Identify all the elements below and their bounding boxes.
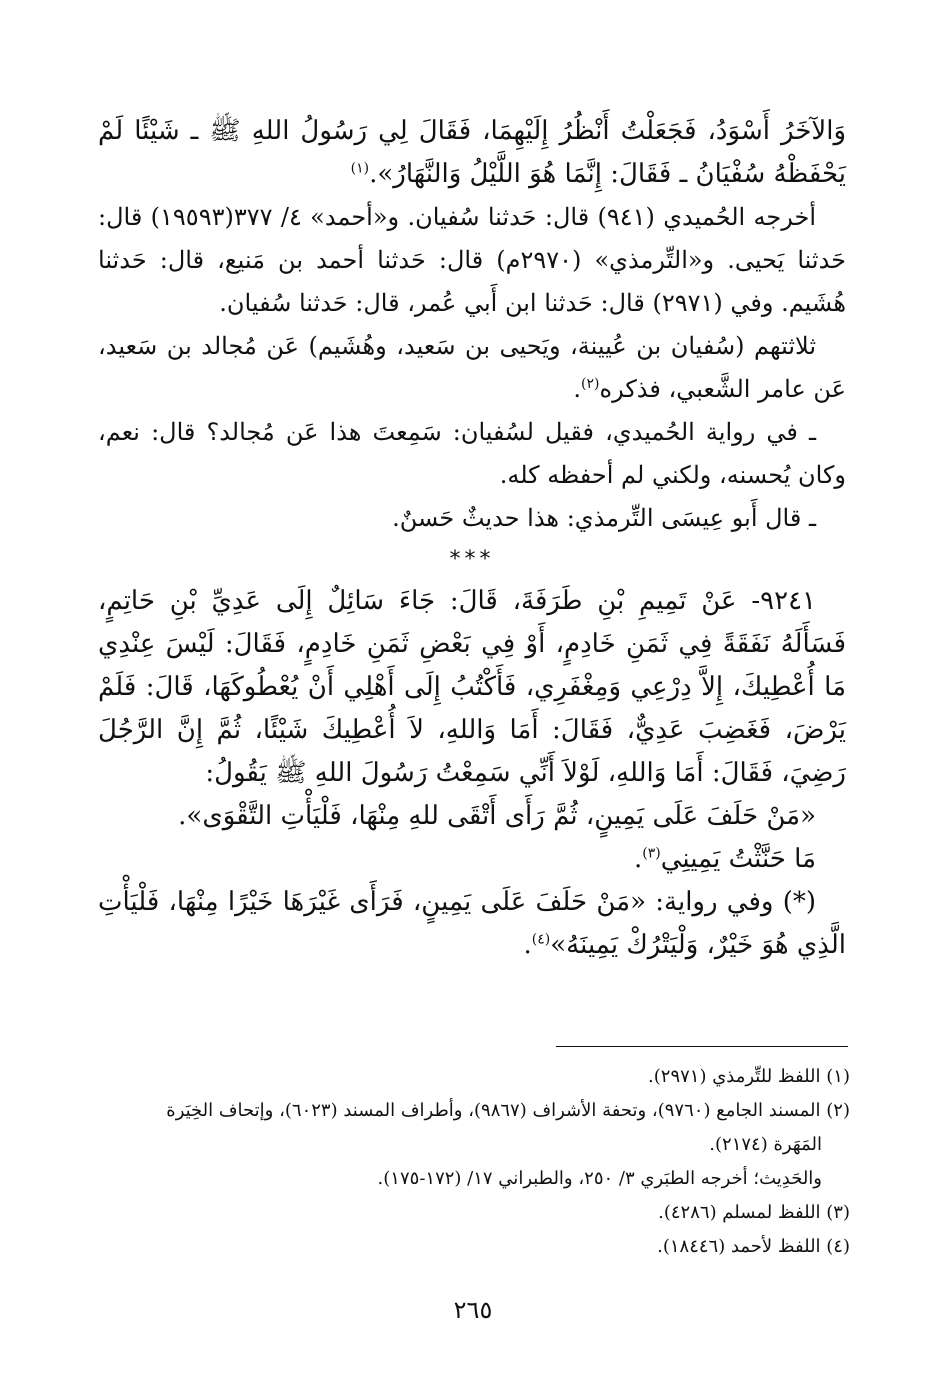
hadith-9241: ٩٢٤١- عَنْ تَمِيمِ بْنِ طَرَفَةَ، قَالَ: جَاءَ سَائِلٌ إِلَى عَدِيِّ بْنِ حَاتِمٍ، فَسَأَلَهُ نَفَقَةً فِي ثَمَنِ خَادِمٍ، أَوْ فِي بَعْضِ ثَمَنِ خَادِمٍ، فَقَالَ: لَيْسَ عِنْدِي مَا أُعْطِيكَ، إِلاَّ دِرْعِي وَمِغْفَرِي، فَأَكْتُبُ إِلَى أَهْلِي أَنْ يُعْطُوكَهَا، قَالَ: فَلَمْ يَرْضَ، فَغَضِبَ عَدِيٌّ، فَقَالَ: أَمَا وَاللهِ، لاَ أُعْطِيكَ شَيْئًا، ثُمَّ إِنَّ الرَّجُلَ رَضِيَ، فَقَالَ: أَمَا وَاللهِ، لَوْلاَ أَنِّي سَمِعْتُ رَسُولَ اللهِ ﷺ يَقُولُ: bbox=[98, 586, 846, 788]
footnote-ref-3: (٣) bbox=[642, 845, 661, 862]
footnote-ref-1: (١) bbox=[350, 160, 370, 177]
page-number: ٢٦٥ bbox=[453, 1296, 493, 1324]
paragraph-narrators: ثلاثتهم (سُفيان بن عُيينة، ويَحيى بن سَعيد، وهُشَيم) عَن مُجالد بن سَعيد، عَن عامر الشَّعبي، فذكره$^{(٢)}$. bbox=[98, 332, 846, 403]
footnote-1: (١) اللفظ للتِّرمذي (٢٩٧١). bbox=[648, 1066, 850, 1087]
hadith-quote: «مَنْ حَلَفَ عَلَى يَمِينٍ، ثُمَّ رَأَى أَتْقَى للهِ مِنْهَا، فَلْيَأْتِ التَّقْوَى». bbox=[178, 801, 816, 831]
footnote-3: (٣) اللفظ لمسلم (٤٢٨٦). bbox=[658, 1202, 850, 1223]
footnote-2-note: والحَدِيث؛ أخرجه الطبَري ٣/ ٢٥٠، والطبراني ١٧/ (١٧٢-١٧٥). bbox=[377, 1168, 822, 1189]
hadith-variant: (*) وفي رواية: «مَنْ حَلَفَ عَلَى يَمِينٍ، فَرَأَى غَيْرَهَا خَيْرًا مِنْهَا، فَلْيَأْتِ الَّذِي هُوَ خَيْرٌ، وَلْيَتْرُكْ يَمِينَهُ»$^{(٤)}$. bbox=[98, 887, 846, 960]
footnotes bbox=[98, 1060, 850, 1264]
paragraph-continuation: وَالآخَرُ أَسْوَدُ، فَجَعَلْتُ أَنْظُرُ إِلَيْهِمَا، فَقَالَ لِي رَسُولُ اللهِ ﷺ ـ شَيْئًا لَمْ يَحْفَظْهُ سُفْيَانُ ـ فَقَالَ: إِنَّمَا هُوَ اللَّيْلُ وَالنَّهَارُ».$^{(١)}$ bbox=[98, 116, 846, 189]
footnote-divider bbox=[556, 1046, 848, 1047]
main-text bbox=[98, 110, 846, 967]
footnote-2: (٢) المسند الجامع (٩٧٦٠)، وتحفة الأشراف (٩٨٦٧)، وأطراف المسند (٦٠٢٣)، وإتحاف الخِيَرة bbox=[166, 1100, 850, 1121]
paragraph-tirmidhi-note: ـ قال أَبو عِيسَى التِّرمذي: هذا حديثٌ حَسنٌ. bbox=[392, 504, 816, 532]
hadith-ending: مَا حَنَّثْتُ يَمِينِي$^{(٣)}$. bbox=[633, 844, 816, 874]
section-separator: *** bbox=[449, 547, 495, 572]
paragraph-takhrij: أخرجه الحُميدي (٩٤١) قال: حَدثنا سُفيان. و«أحمد» ٤/ ٣٧٧(١٩٥٩٣) قال: حَدثنا يَحيى. و«التِّرمذي» (٢٩٧٠م) قال: حَدثنا أحمد بن مَنيع، قال: حَدثنا هُشَيم. وفي (٢٩٧١) قال: حَدثنا ابن أَبي عُمر، قال: حَدثنا سُفيان. bbox=[98, 203, 847, 317]
footnote-4: (٤) اللفظ لأحمد (١٨٤٤٦). bbox=[657, 1236, 850, 1257]
footnote-2-continuation: المَهَرة (٢١٧٤). bbox=[709, 1134, 822, 1155]
paragraph-humaydi-note: ـ في رواية الحُميدي، فقيل لسُفيان: سَمِعتَ هذا عَن مُجالد؟ قال: نعم، وكان يُحسنه، ولكني لم أحفظه كله. bbox=[98, 418, 846, 489]
footnote-ref-4: (٤) bbox=[531, 931, 551, 948]
footnote-ref-2: (٢) bbox=[581, 376, 600, 392]
